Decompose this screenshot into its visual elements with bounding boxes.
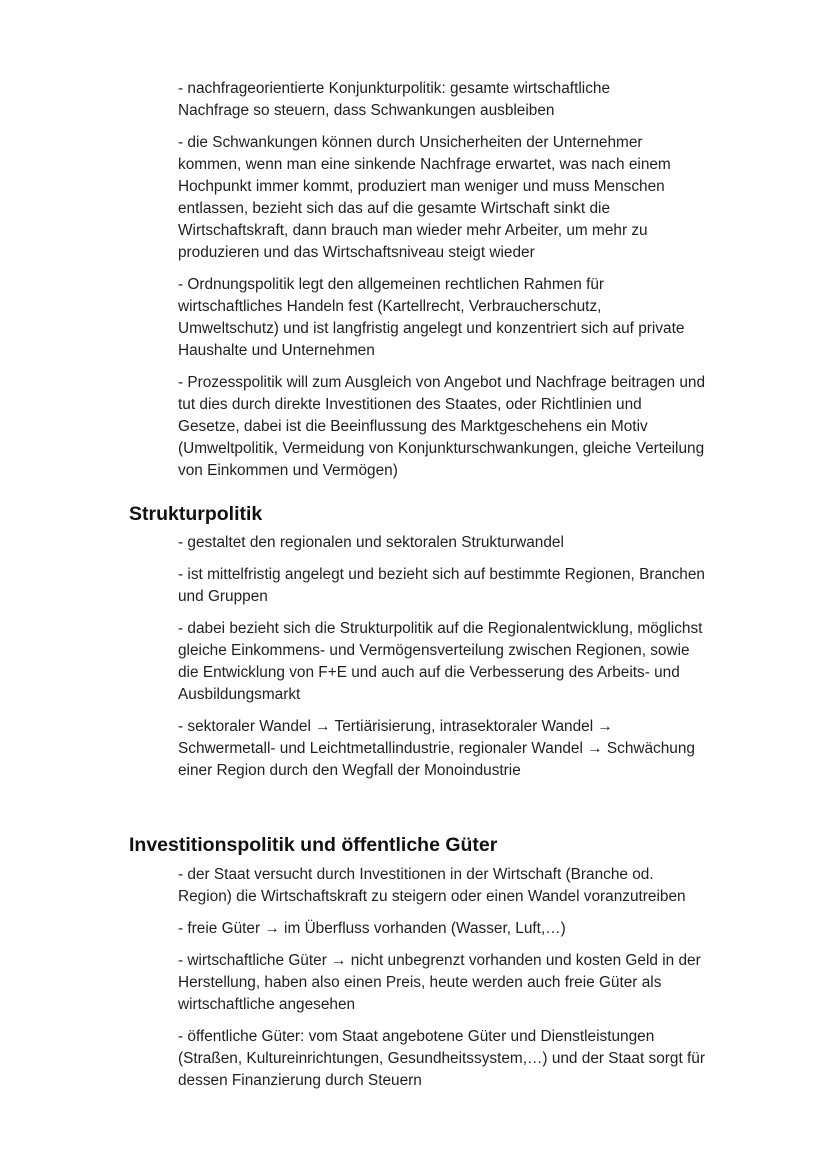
text-line: die Entwicklung von F+E und auch auf die Verbesserung des Arbeits- und: [178, 664, 680, 681]
text-line: Herstellung, haben also einen Preis, heute werden auch freie Güter als: [178, 974, 662, 991]
text-line: einer Region durch den Wegfall der Monoindustrie: [178, 762, 521, 779]
section-heading-strukturpolitik: Strukturpolitik: [129, 503, 263, 525]
paragraph-prozesspolitik: [178, 372, 768, 482]
text-line: dessen Finanzierung durch Steuern: [178, 1072, 422, 1089]
text-line: Nachfrage so steuern, dass Schwankungen ausbleiben: [178, 102, 555, 119]
text-line: und Gruppen: [178, 588, 268, 605]
text-line: - dabei bezieht sich die Strukturpolitik auf die Regionalentwicklung, möglichst: [178, 620, 703, 637]
paragraph-wirtschaftliche-gueter: [178, 950, 768, 1016]
text-line: kommen, wenn man eine sinkende Nachfrage erwartet, was nach einem: [178, 156, 671, 173]
text-line: - wirtschaftliche Güter → nicht unbegrenzt vorhanden und kosten Geld in der: [178, 952, 701, 969]
text-line: Region) die Wirtschaftskraft zu steigern oder einen Wandel voranzutreiben: [178, 888, 686, 905]
text-line: Umweltschutz) und ist langfristig angelegt und konzentriert sich auf private: [178, 320, 685, 337]
text-line: - gestaltet den regionalen und sektoralen Strukturwandel: [178, 534, 564, 551]
text-line: Wirtschaftskraft, dann brauch man wieder mehr Arbeiter, um mehr zu: [178, 222, 648, 239]
section-heading-investitionspolitik: Investitionspolitik und öffentliche Güter: [129, 834, 498, 856]
paragraph-schwankungen: [178, 132, 768, 264]
text-line: - nachfrageorientierte Konjunkturpolitik: gesamte wirtschaftliche: [178, 80, 611, 97]
text-line: (Umweltpolitik, Vermeidung von Konjunkturschwankungen, gleiche Verteilung: [178, 440, 705, 457]
text-line: - Prozesspolitik will zum Ausgleich von Angebot und Nachfrage beitragen und: [178, 374, 706, 391]
text-line: von Einkommen und Vermögen): [178, 462, 398, 479]
text-line: Haushalte und Unternehmen: [178, 342, 375, 359]
paragraph-sektoraler-wandel: [178, 716, 768, 782]
text-line: - ist mittelfristig angelegt und bezieht sich auf bestimmte Regionen, Branchen: [178, 566, 705, 583]
text-line: Ausbildungsmarkt: [178, 686, 301, 703]
paragraph-regionalentwicklung: [178, 618, 768, 706]
text-line: - sektoraler Wandel → Tertiärisierung, intrasektoraler Wandel →: [178, 718, 613, 735]
text-line: entlassen, bezieht sich das auf die gesamte Wirtschaft sinkt die: [178, 200, 611, 217]
text-line: wirtschaftliche angesehen: [178, 996, 356, 1013]
text-line: wirtschaftliches Handeln fest (Kartellrecht, Verbraucherschutz,: [178, 298, 602, 315]
paragraph-oeffentliche-gueter: [178, 1026, 768, 1092]
text-line: tut dies durch direkte Investitionen des Staates, oder Richtlinien und: [178, 396, 642, 413]
text-line: Gesetze, dabei ist die Beeinflussung des Marktgeschehens ein Motiv: [178, 418, 648, 435]
text-line: Hochpunkt immer kommt, produziert man weniger und muss Menschen: [178, 178, 665, 195]
text-line: produzieren und das Wirtschaftsniveau steigt wieder: [178, 244, 535, 261]
paragraph-strukturwandel: [178, 532, 768, 554]
text-line: - der Staat versucht durch Investitionen in der Wirtschaft (Branche od.: [178, 866, 654, 883]
paragraph-staat-investitionen: [178, 864, 768, 908]
text-line: gleiche Einkommens- und Vermögensverteilung zwischen Regionen, sowie: [178, 642, 690, 659]
paragraph-ordnungspolitik: [178, 274, 768, 362]
text-line: (Straßen, Kultureinrichtungen, Gesundheitssystem,…) und der Staat sorgt für: [178, 1050, 705, 1067]
paragraph-freie-gueter: [178, 918, 768, 940]
paragraph-mittelfristig: [178, 564, 768, 608]
text-line: - öffentliche Güter: vom Staat angebotene Güter und Dienstleistungen: [178, 1028, 655, 1045]
text-line: - Ordnungspolitik legt den allgemeinen rechtlichen Rahmen für: [178, 276, 605, 293]
text-line: - freie Güter → im Überfluss vorhanden (Wasser, Luft,…): [178, 920, 566, 937]
text-line: - die Schwankungen können durch Unsicherheiten der Unternehmer: [178, 134, 643, 151]
text-line: Schwermetall- und Leichtmetallindustrie, regionaler Wandel → Schwächung: [178, 740, 695, 757]
paragraph-nachfrageorientierte-konjunkturpolitik: [178, 78, 768, 122]
